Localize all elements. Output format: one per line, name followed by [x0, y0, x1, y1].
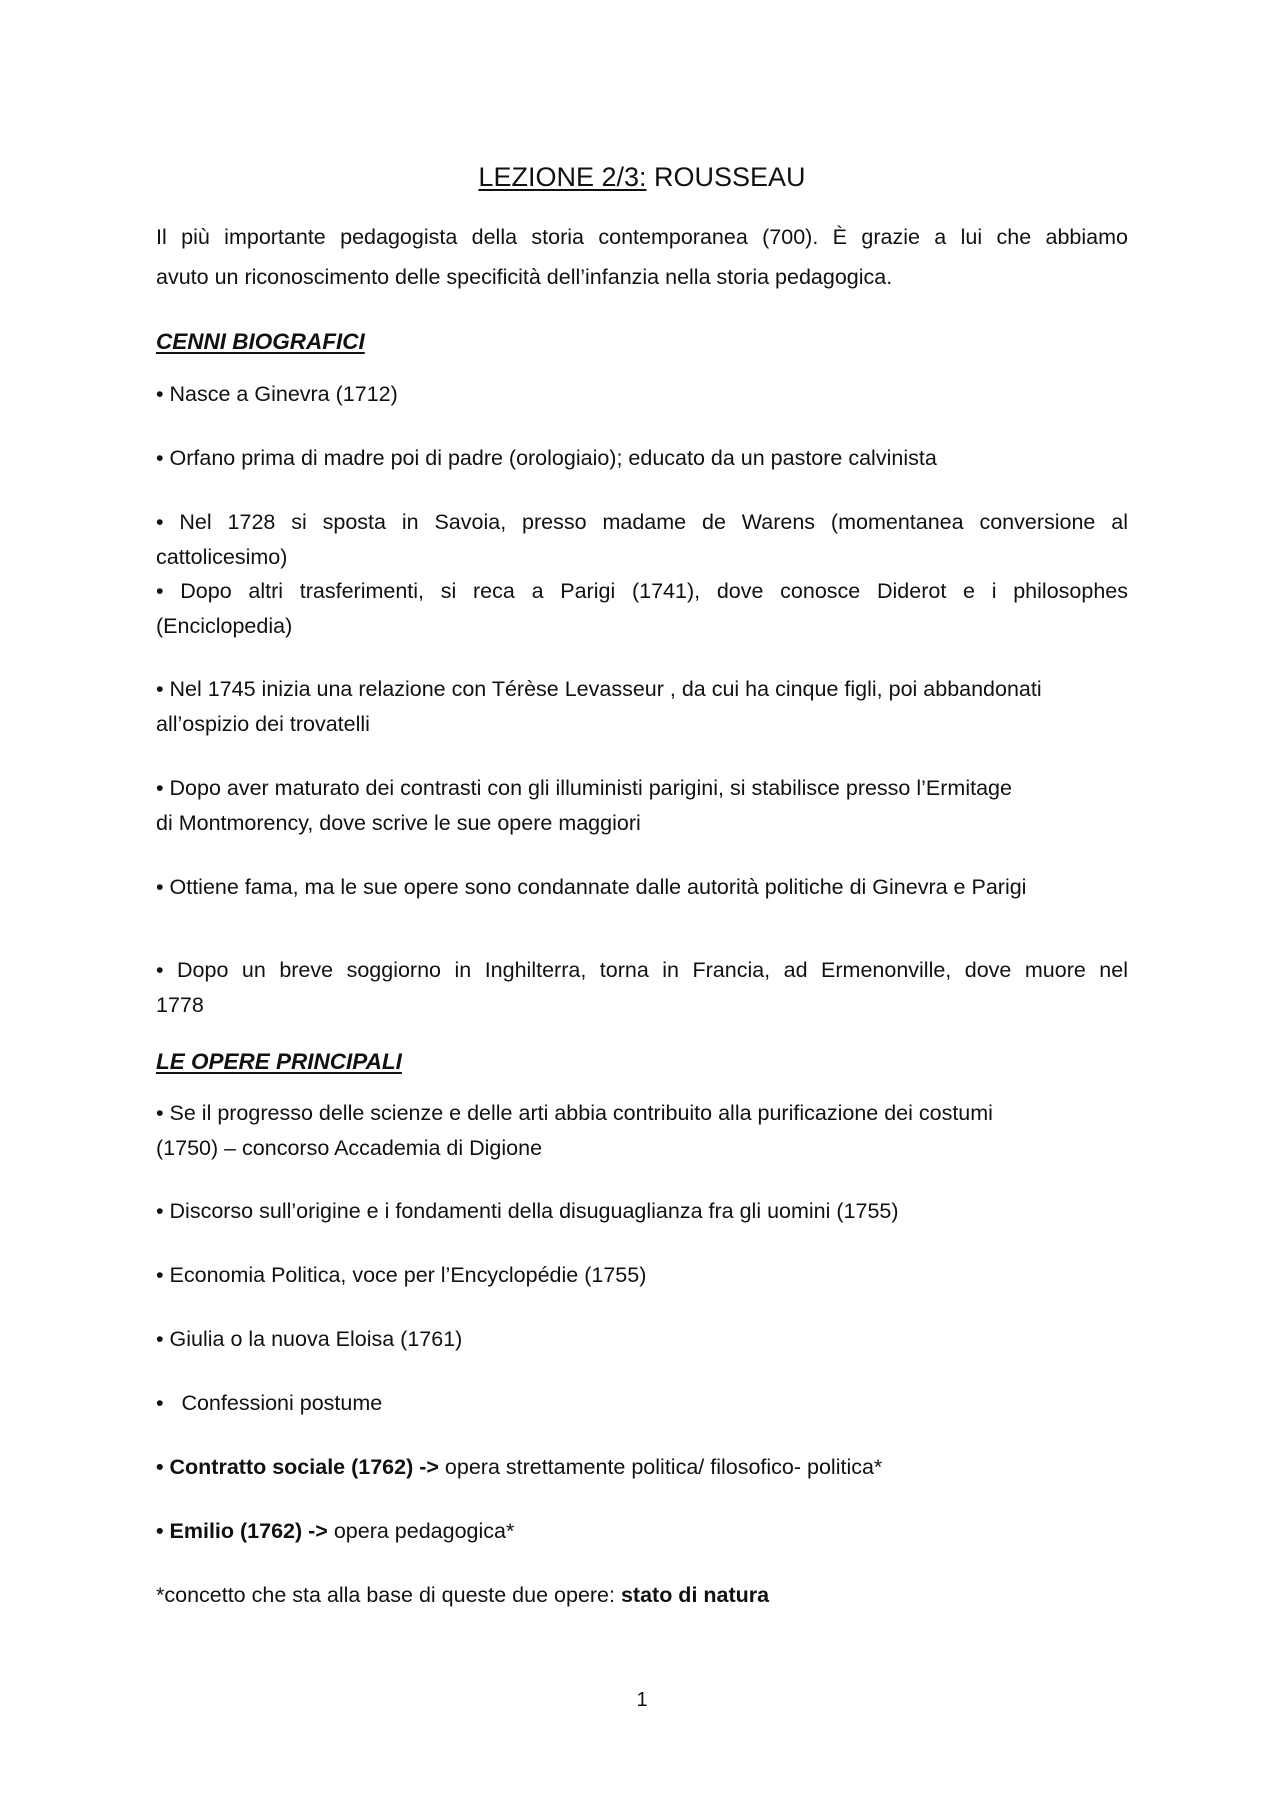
list-item-biografia	[156, 505, 1128, 575]
list-item-text: Se il progresso delle scienze e delle arti abbia contribuito alla purificazione dei costumi	[169, 1101, 993, 1125]
list-item-text: Nel 1728 si sposta in Savoia, presso madame de Warens (momentanea conversione al	[179, 510, 1128, 534]
intro-paragraph	[156, 217, 1128, 297]
list-item-opere	[156, 1258, 1128, 1293]
list-item-text: Discorso sull’origine e i fondamenti della disuguaglianza fra gli uomini (1755)	[169, 1199, 899, 1223]
list-item-text-continued: all’ospizio dei trovatelli	[156, 712, 370, 736]
list-item-text-continued: 1778	[156, 993, 204, 1017]
list-item-text: opera pedagogica*	[327, 1519, 515, 1543]
bullet-icon: •	[156, 1327, 164, 1351]
title-lesson-number: LEZIONE 2/3:	[478, 162, 647, 192]
list-item-title: Emilio (1762) ->	[169, 1519, 328, 1543]
intro-line: avuto un riconoscimento delle specificità dell’infanzia nella storia pedagogica.	[156, 265, 893, 289]
bullet-icon: •	[156, 1455, 164, 1479]
list-item-opere	[156, 1096, 1128, 1166]
footnote-emphasis: stato di natura	[620, 1583, 770, 1607]
bullet-icon: •	[156, 958, 164, 982]
list-item-text-continued: di Montmorency, dove scrive le sue opere maggiori	[156, 811, 641, 835]
list-item-text: Orfano prima di madre poi di padre (orologiaio); educato da un pastore calvinista	[169, 446, 937, 470]
list-item-text: Dopo altri trasferimenti, si reca a Parigi (1741), dove conosce Diderot e i philosophes	[180, 579, 1128, 603]
list-item-opere	[156, 1514, 1128, 1549]
bullet-icon: •	[156, 1101, 164, 1125]
list-item-text: Giulia o la nuova Eloisa (1761)	[169, 1327, 463, 1351]
bullet-icon: •	[156, 446, 164, 470]
list-item-text: Economia Politica, voce per l’Encyclopédie (1755)	[169, 1263, 647, 1287]
list-item-biografia	[156, 953, 1128, 1023]
list-item-text-continued: (Enciclopedia)	[156, 614, 293, 638]
list-item-text: Nel 1745 inizia una relazione con Térèse Levasseur , da cui ha cinque figli, poi abbandonati	[169, 677, 1042, 701]
bullet-icon: •	[156, 579, 164, 603]
list-item-biografia	[156, 771, 1128, 841]
title-name: ROUSSEAU	[654, 162, 806, 192]
footnote	[156, 1578, 1128, 1613]
bullet-icon: •	[156, 1519, 164, 1543]
bullet-icon: •	[156, 510, 164, 534]
bullet-icon: •	[156, 776, 164, 800]
bullet-icon: •	[156, 677, 164, 701]
list-item-opere	[156, 1322, 1128, 1357]
list-item-text: Dopo un breve soggiorno in Inghilterra, torna in Francia, ad Ermenonville, dove muore nel	[177, 958, 1128, 982]
document-page	[156, 0, 1128, 1811]
list-item-text: Confessioni postume	[181, 1391, 383, 1415]
list-item-opere	[156, 1194, 1128, 1229]
section-heading-opere: LE OPERE PRINCIPALI	[156, 1049, 402, 1074]
bullet-icon: •	[156, 1199, 164, 1223]
list-item-text: Dopo aver maturato dei contrasti con gli illuministi parigini, si stabilisce presso l’Ermitage	[169, 776, 1012, 800]
bullet-icon: •	[156, 1391, 164, 1415]
list-item-biografia	[156, 672, 1128, 742]
bullet-icon: •	[156, 382, 164, 406]
list-item-biografia	[156, 377, 1128, 412]
section-heading-biografia: CENNI BIOGRAFICI	[156, 329, 365, 354]
list-item-biografia	[156, 441, 1128, 476]
list-item-opere	[156, 1450, 1128, 1485]
list-item-text: opera strettamente politica/ filosofico- politica*	[438, 1455, 883, 1479]
list-item-text: Nasce a Ginevra (1712)	[169, 382, 398, 406]
page-title	[156, 160, 1128, 194]
list-item-title: Contratto sociale (1762) ->	[169, 1455, 439, 1479]
intro-line: Il più importante pedagogista della storia contemporanea (700). È grazie a lui che abbiamo	[156, 225, 1128, 249]
list-item-text-continued: cattolicesimo)	[156, 545, 288, 569]
list-item-text-continued: (1750) – concorso Accademia di Digione	[156, 1136, 543, 1160]
bullet-icon: •	[156, 1263, 164, 1287]
page-number: 1	[636, 1689, 648, 1711]
footnote-text: *concetto che sta alla base di queste due opere:	[156, 1583, 621, 1607]
list-item-biografia	[156, 870, 1128, 905]
list-item-text: Ottiene fama, ma le sue opere sono condannate dalle autorità politiche di Ginevra e Parigi	[169, 875, 1027, 899]
list-item-biografia	[156, 574, 1128, 644]
list-item-opere	[156, 1386, 1128, 1421]
bullet-icon: •	[156, 875, 164, 899]
